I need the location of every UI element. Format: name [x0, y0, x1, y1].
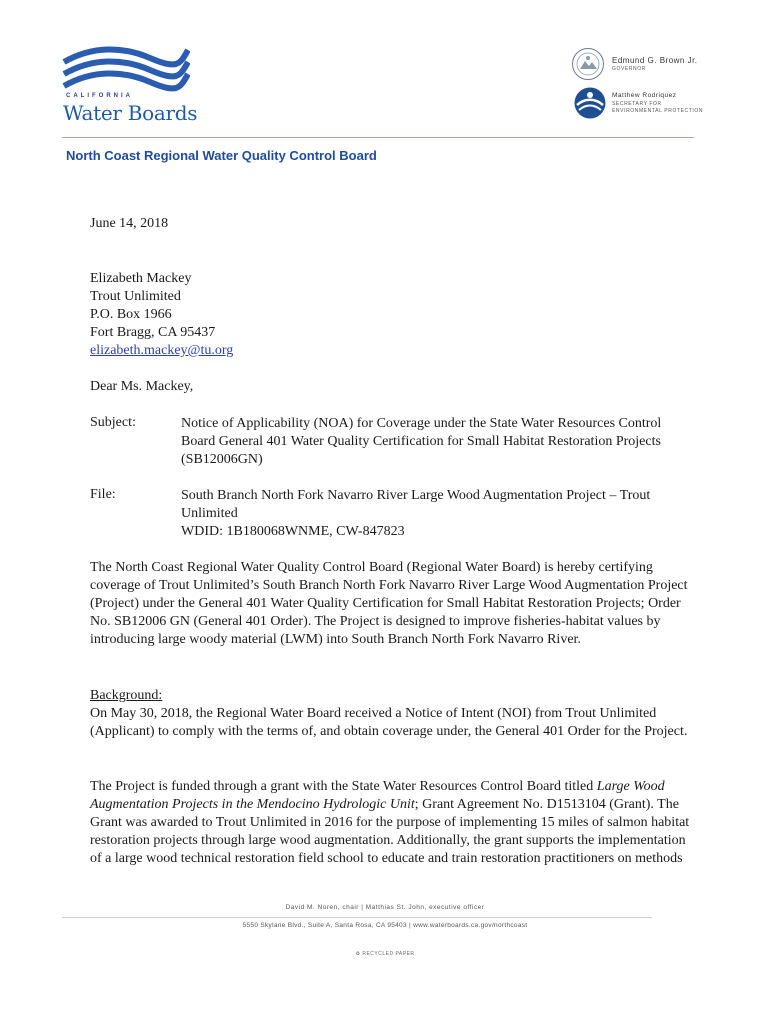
address-line: Trout Unlimited [90, 289, 181, 304]
funding-text-end: ; Grant Agreement No. D1513104 (Grant). The Grant was awarded to Trout Unlimited in 2016 for the purpose of implementing 15 miles of salmon habitat restoration projects through large wood augmentation. Additionally, the grant supports the implementation of a large wood technical restoration field school to educate and train restoration practitioners on methods [90, 797, 690, 866]
file-wdid: WDID: 1B180068WNME, CW-847823 [181, 524, 405, 539]
address-line: P.O. Box 1966 [90, 307, 172, 322]
secretary-title: SECRETARY FOR ENVIRONMENTAL PROTECTION [612, 101, 704, 114]
paragraph-background: On May 30, 2018, the Regional Water Board received a Notice of Intent (NOI) from Trout Unlimited (Applicant) to comply with the terms of, and obtain coverage under, the General 401 Order for the Project. [90, 706, 688, 739]
file-block [181, 487, 681, 541]
funding-text-start: The Project is funded through a grant with the State Water Resources Control Board titled [90, 779, 597, 794]
file-label: File: [90, 487, 116, 502]
background-heading: Background: [90, 688, 163, 703]
greeting: Dear Ms. Mackey, [90, 379, 194, 394]
footer-officers: David M. Noren, chair | Matthias St. John, executive officer [285, 904, 485, 911]
file-project: South Branch North Fork Navarro River Large Wood Augmentation Project – Trout Unlimited [181, 488, 651, 521]
secretary-name: Matthew Rodriquez [612, 92, 677, 99]
water-boards-wave-logo [62, 44, 190, 100]
subject-text: Notice of Applicability (NOA) for Coverage under the State Water Resources Control Board General 401 Water Quality Certification for Small Habitat Restoration Projects (SB12006GN) [181, 416, 662, 467]
grant-title: Large Wood Augmentation Projects in the Mendocino Hydrologic Unit [90, 779, 665, 812]
governor-name: Edmund G. Brown Jr. [612, 56, 698, 65]
footer-address: 5550 Skylane Blvd., Suite A, Santa Rosa, CA 95403 | www.waterboards.ca.gov/northcoast [242, 922, 528, 929]
header-divider [62, 137, 694, 138]
recipient-address [90, 270, 233, 360]
logo-name: Water Boards [63, 101, 198, 125]
board-name: North Coast Regional Water Quality Control Board [66, 148, 377, 163]
recycled-paper-mark [0, 951, 770, 957]
governor-title: GOVERNOR [612, 66, 646, 72]
footer-divider [62, 917, 652, 918]
recycle-icon: ♻ [355, 951, 361, 957]
subject-label: Subject: [90, 415, 136, 430]
state-seal-icon [571, 47, 605, 81]
paragraph-funding [90, 778, 690, 868]
calepa-logo-icon [573, 86, 607, 120]
paragraph-certification: The North Coast Regional Water Quality Control Board (Regional Water Board) is hereby certifying coverage of Trout Unlimited’s South Branch North Fork Navarro River Large Wood Augmentation Project (Project) under the General 401 Water Quality Certification for Small Habitat Restoration Projects; Order No. SB12006 GN (General 401 Order). The Project is designed to improve fisheries-habitat values by introducing large woody material (LWM) into South Branch North Fork Navarro River. [90, 560, 688, 647]
logo-state: CALIFORNIA [66, 93, 133, 99]
recycled-label: RECYCLED PAPER [362, 951, 415, 957]
recipient-email-link[interactable]: elizabeth.mackey@tu.org [90, 343, 234, 358]
address-line: Fort Bragg, CA 95437 [90, 325, 216, 340]
address-line: Elizabeth Mackey [90, 271, 192, 286]
letter-date: June 14, 2018 [90, 216, 169, 231]
